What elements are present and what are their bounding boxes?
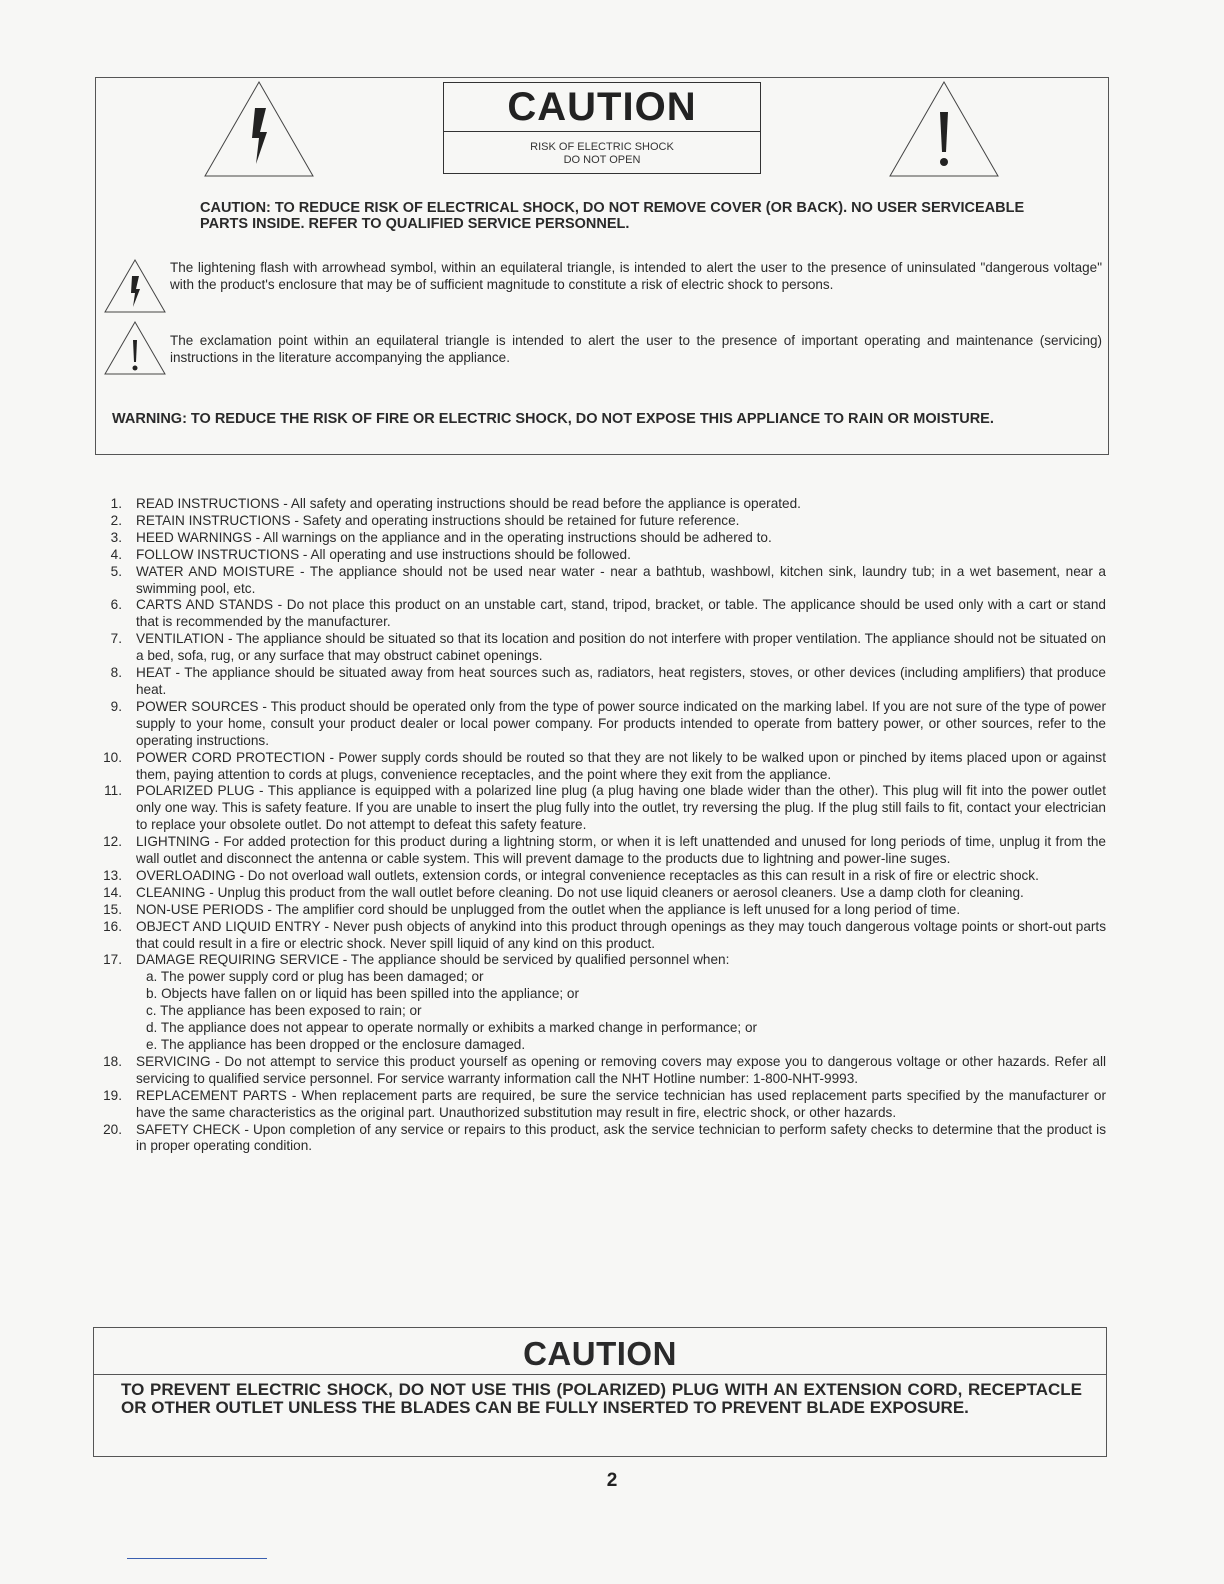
instruction-item — [90, 902, 1106, 919]
instruction-item — [90, 530, 1106, 547]
instruction-number: 1. — [110, 496, 122, 511]
instruction-item — [90, 868, 1106, 885]
instruction-number: 15. — [103, 901, 122, 917]
caution-subtitle-line1: RISK OF ELECTRIC SHOCK — [530, 141, 674, 153]
instruction-text: HEED WARNINGS - All warnings on the appliance and in the operating instructions should be adhered to. — [136, 529, 772, 545]
damage-condition-item: c. The appliance has been exposed to rain; or — [146, 1003, 422, 1019]
instruction-number: 14. — [103, 884, 122, 900]
instruction-item — [90, 1054, 1106, 1088]
bottom-caution-text: TO PREVENT ELECTRIC SHOCK, DO NOT USE THIS (POLARIZED) PLUG WITH AN EXTENSION CORD, RECEPTACLE OR OTHER OUTLET UNLESS THE BLADES CAN BE FULLY INSERTED TO PREVENT BLADE EXPOSURE. — [121, 1380, 1082, 1417]
instruction-number: 9. — [110, 698, 122, 714]
instruction-text: OBJECT AND LIQUID ENTRY - Never push objects of anykind into this product through openings as they may touch dangerous voltage points or short-out parts that could result in a fire or electric shock. Never spill liquid of any kind on this product. — [136, 918, 1106, 951]
instruction-number: 10. — [103, 749, 122, 765]
instruction-item — [90, 597, 1106, 631]
warning-notice: WARNING: TO REDUCE THE RISK OF FIRE OR ELECTRIC SHOCK, DO NOT EXPOSE THIS APPLIANCE TO RAIN OR MOISTURE. — [112, 411, 994, 427]
instruction-number: 5. — [110, 563, 122, 579]
scan-edge-line — [127, 1558, 267, 1559]
instruction-number: 16. — [103, 918, 122, 934]
instruction-text: READ INSTRUCTIONS - All safety and operating instructions should be read before the appliance is operated. — [136, 496, 801, 511]
lightning-triangle-icon — [203, 80, 315, 178]
instruction-text: POWER CORD PROTECTION - Power supply cords should be routed so that they are not likely to be walked upon or pinched by items placed upon or against them, paying attention to cords at plugs, convenience receptacles, and the point where they exit from the appliance. — [136, 749, 1106, 782]
instruction-text: POWER SOURCES - This product should be operated only from the type of power source indicated on the marking label. If you are not sure of the type of power supply to your home, consult your product dealer or local power company. For products intended to operate from battery power, or other sources, refer to the operating instructions. — [136, 698, 1106, 748]
bottom-caution-title: CAUTION — [94, 1328, 1106, 1375]
instruction-item — [90, 783, 1106, 834]
instruction-item — [90, 885, 1106, 902]
instruction-text: POLARIZED PLUG - This appliance is equipped with a polarized line plug (a plug having one blade wider than the other). This plug will fit into the power outlet only one way. This is safety feature. If you are unable to insert the plug fully into the outlet, try reversing the plug. If the plug still fails to fit, contact your electrician to replace your obsolete outlet. Do not attempt to defeat this safety feature. — [136, 783, 1106, 833]
damage-condition-item: a. The power supply cord or plug has been damaged; or — [146, 969, 484, 985]
instruction-number: 20. — [103, 1121, 122, 1137]
instruction-item — [90, 513, 1106, 530]
instruction-text: SAFETY CHECK - Upon completion of any service or repairs to this product, ask the service technician to perform safety checks to determine that the product is in proper operating condition. — [136, 1121, 1106, 1154]
caution-notice: CAUTION: TO REDUCE RISK OF ELECTRICAL SHOCK, DO NOT REMOVE COVER (OR BACK). NO USER SERVICEABLE PARTS INSIDE. REFER TO QUALIFIED SERVICE PERSONNEL. — [200, 200, 1025, 232]
instruction-text: OVERLOADING - Do not overload wall outlets, extension cords, or integral convenience receptacles as this can result in a risk of fire or electric shock. — [136, 867, 1039, 883]
instruction-item — [90, 1088, 1106, 1122]
exclamation-explanation: The exclamation point within an equilateral triangle is intended to alert the user to the presence of important operating and maintenance (servicing) instructions in the literature accompanying the appliance. — [170, 333, 1102, 365]
instruction-number: 13. — [103, 867, 122, 883]
instruction-text: NON-USE PERIODS - The amplifier cord should be unplugged from the outlet when the appliance is left unused for a long period of time. — [136, 901, 961, 917]
instruction-item — [90, 547, 1106, 564]
instruction-number: 7. — [110, 631, 122, 647]
instruction-number: 11. — [104, 783, 122, 799]
damage-condition-item: d. The appliance does not appear to operate normally or exhibits a marked change in performance; or — [146, 1020, 758, 1036]
instruction-item — [90, 1122, 1106, 1156]
instruction-number: 12. — [103, 834, 122, 850]
instruction-number: 19. — [103, 1087, 122, 1103]
instruction-item — [90, 834, 1106, 868]
instruction-item — [90, 665, 1106, 699]
exclamation-triangle-icon — [888, 80, 1000, 178]
safety-instructions-list — [90, 496, 1106, 1155]
instruction-item — [90, 750, 1106, 784]
instruction-number: 8. — [110, 665, 122, 681]
lightning-explanation: The lightening flash with arrowhead symbol, within an equilateral triangle, is intended to alert the user to the presence of uninsulated "dangerous voltage" with the product's enclosure that may be of sufficient magnitude to constitute a risk of electric shock to persons. — [170, 260, 1102, 292]
lightning-symbol-icon — [103, 258, 167, 314]
instruction-number: 6. — [110, 597, 122, 613]
instruction-text: REPLACEMENT PARTS - When replacement parts are required, be sure the service technician has used replacement parts specified by the manufacturer or have the same characteristics as the original part. Unauthorized substitution may result in fire, electric shock, or other hazards. — [136, 1087, 1106, 1120]
caution-subtitle-line2: DO NOT OPEN — [563, 154, 641, 166]
damage-condition-item: b. Objects have fallen on or liquid has been spilled into the appliance; or — [146, 986, 580, 1002]
instruction-text: DAMAGE REQUIRING SERVICE - The appliance should be serviced by qualified personnel when: — [136, 952, 730, 968]
instruction-number: 4. — [110, 546, 122, 562]
damage-condition-item: e. The appliance has been dropped or the enclosure damaged. — [146, 1037, 526, 1052]
instruction-text: FOLLOW INSTRUCTIONS - All operating and use instructions should be followed. — [136, 546, 631, 562]
damage-conditions-list — [136, 969, 1106, 1054]
instruction-item — [90, 564, 1106, 598]
caution-box-bottom — [93, 1327, 1107, 1457]
page-number: 2 — [606, 1470, 618, 1491]
instruction-number: 3. — [110, 529, 122, 545]
instruction-text: HEAT - The appliance should be situated away from heat sources such as, radiators, heat registers, stoves, or other devices (including amplifiers) that produce heat. — [136, 665, 1106, 697]
instruction-text: CARTS AND STANDS - Do not place this product on an unstable cart, stand, tripod, bracket, or table. The applicance should be used only with a cart or stand that is recommended by the manufacturer. — [136, 597, 1106, 630]
instruction-item — [90, 699, 1106, 750]
instruction-item — [90, 496, 1106, 513]
instruction-item — [90, 631, 1106, 665]
caution-title-box — [443, 82, 761, 174]
instruction-number: 2. — [110, 512, 122, 528]
caution-title: CAUTION — [444, 83, 760, 132]
instruction-item — [90, 919, 1106, 953]
caution-subtitle — [444, 132, 760, 167]
instruction-text: WATER AND MOISTURE - The appliance should not be used near water - near a bathtub, washbowl, kitchen sink, laundry tub; in a wet basement, near a swimming pool, etc. — [136, 563, 1106, 596]
instruction-number: 17. — [103, 952, 122, 968]
exclamation-symbol-icon — [103, 320, 167, 376]
instruction-text: SERVICING - Do not attempt to service this product yourself as opening or removing covers may expose you to dangerous voltage or other hazards. Refer all servicing to qualified service personnel. For service warranty information call the NHT Hotline number: 1-800-NHT-9993. — [136, 1053, 1106, 1086]
instruction-text: VENTILATION - The appliance should be situated so that its location and position do not interfere with proper ventilation. The appliance should not be situated on a bed, sofa, rug, or any surface that may obstruct cabinet openings. — [136, 631, 1106, 664]
instruction-text: CLEANING - Unplug this product from the wall outlet before cleaning. Do not use liquid cleaners or aerosol cleaners. Use a damp cloth for cleaning. — [136, 884, 1024, 900]
instruction-text: RETAIN INSTRUCTIONS - Safety and operating instructions should be retained for future reference. — [136, 512, 740, 528]
instruction-text: LIGHTNING - For added protection for this product during a lightning storm, or when it is left unattended and unused for long periods of time, unplug it from the wall outlet and disconnect the antenna or cable system. This will prevent damage to the products due to lightning and power-line suges. — [136, 834, 1106, 867]
instruction-number: 18. — [103, 1053, 122, 1069]
instruction-item — [90, 952, 1106, 1053]
